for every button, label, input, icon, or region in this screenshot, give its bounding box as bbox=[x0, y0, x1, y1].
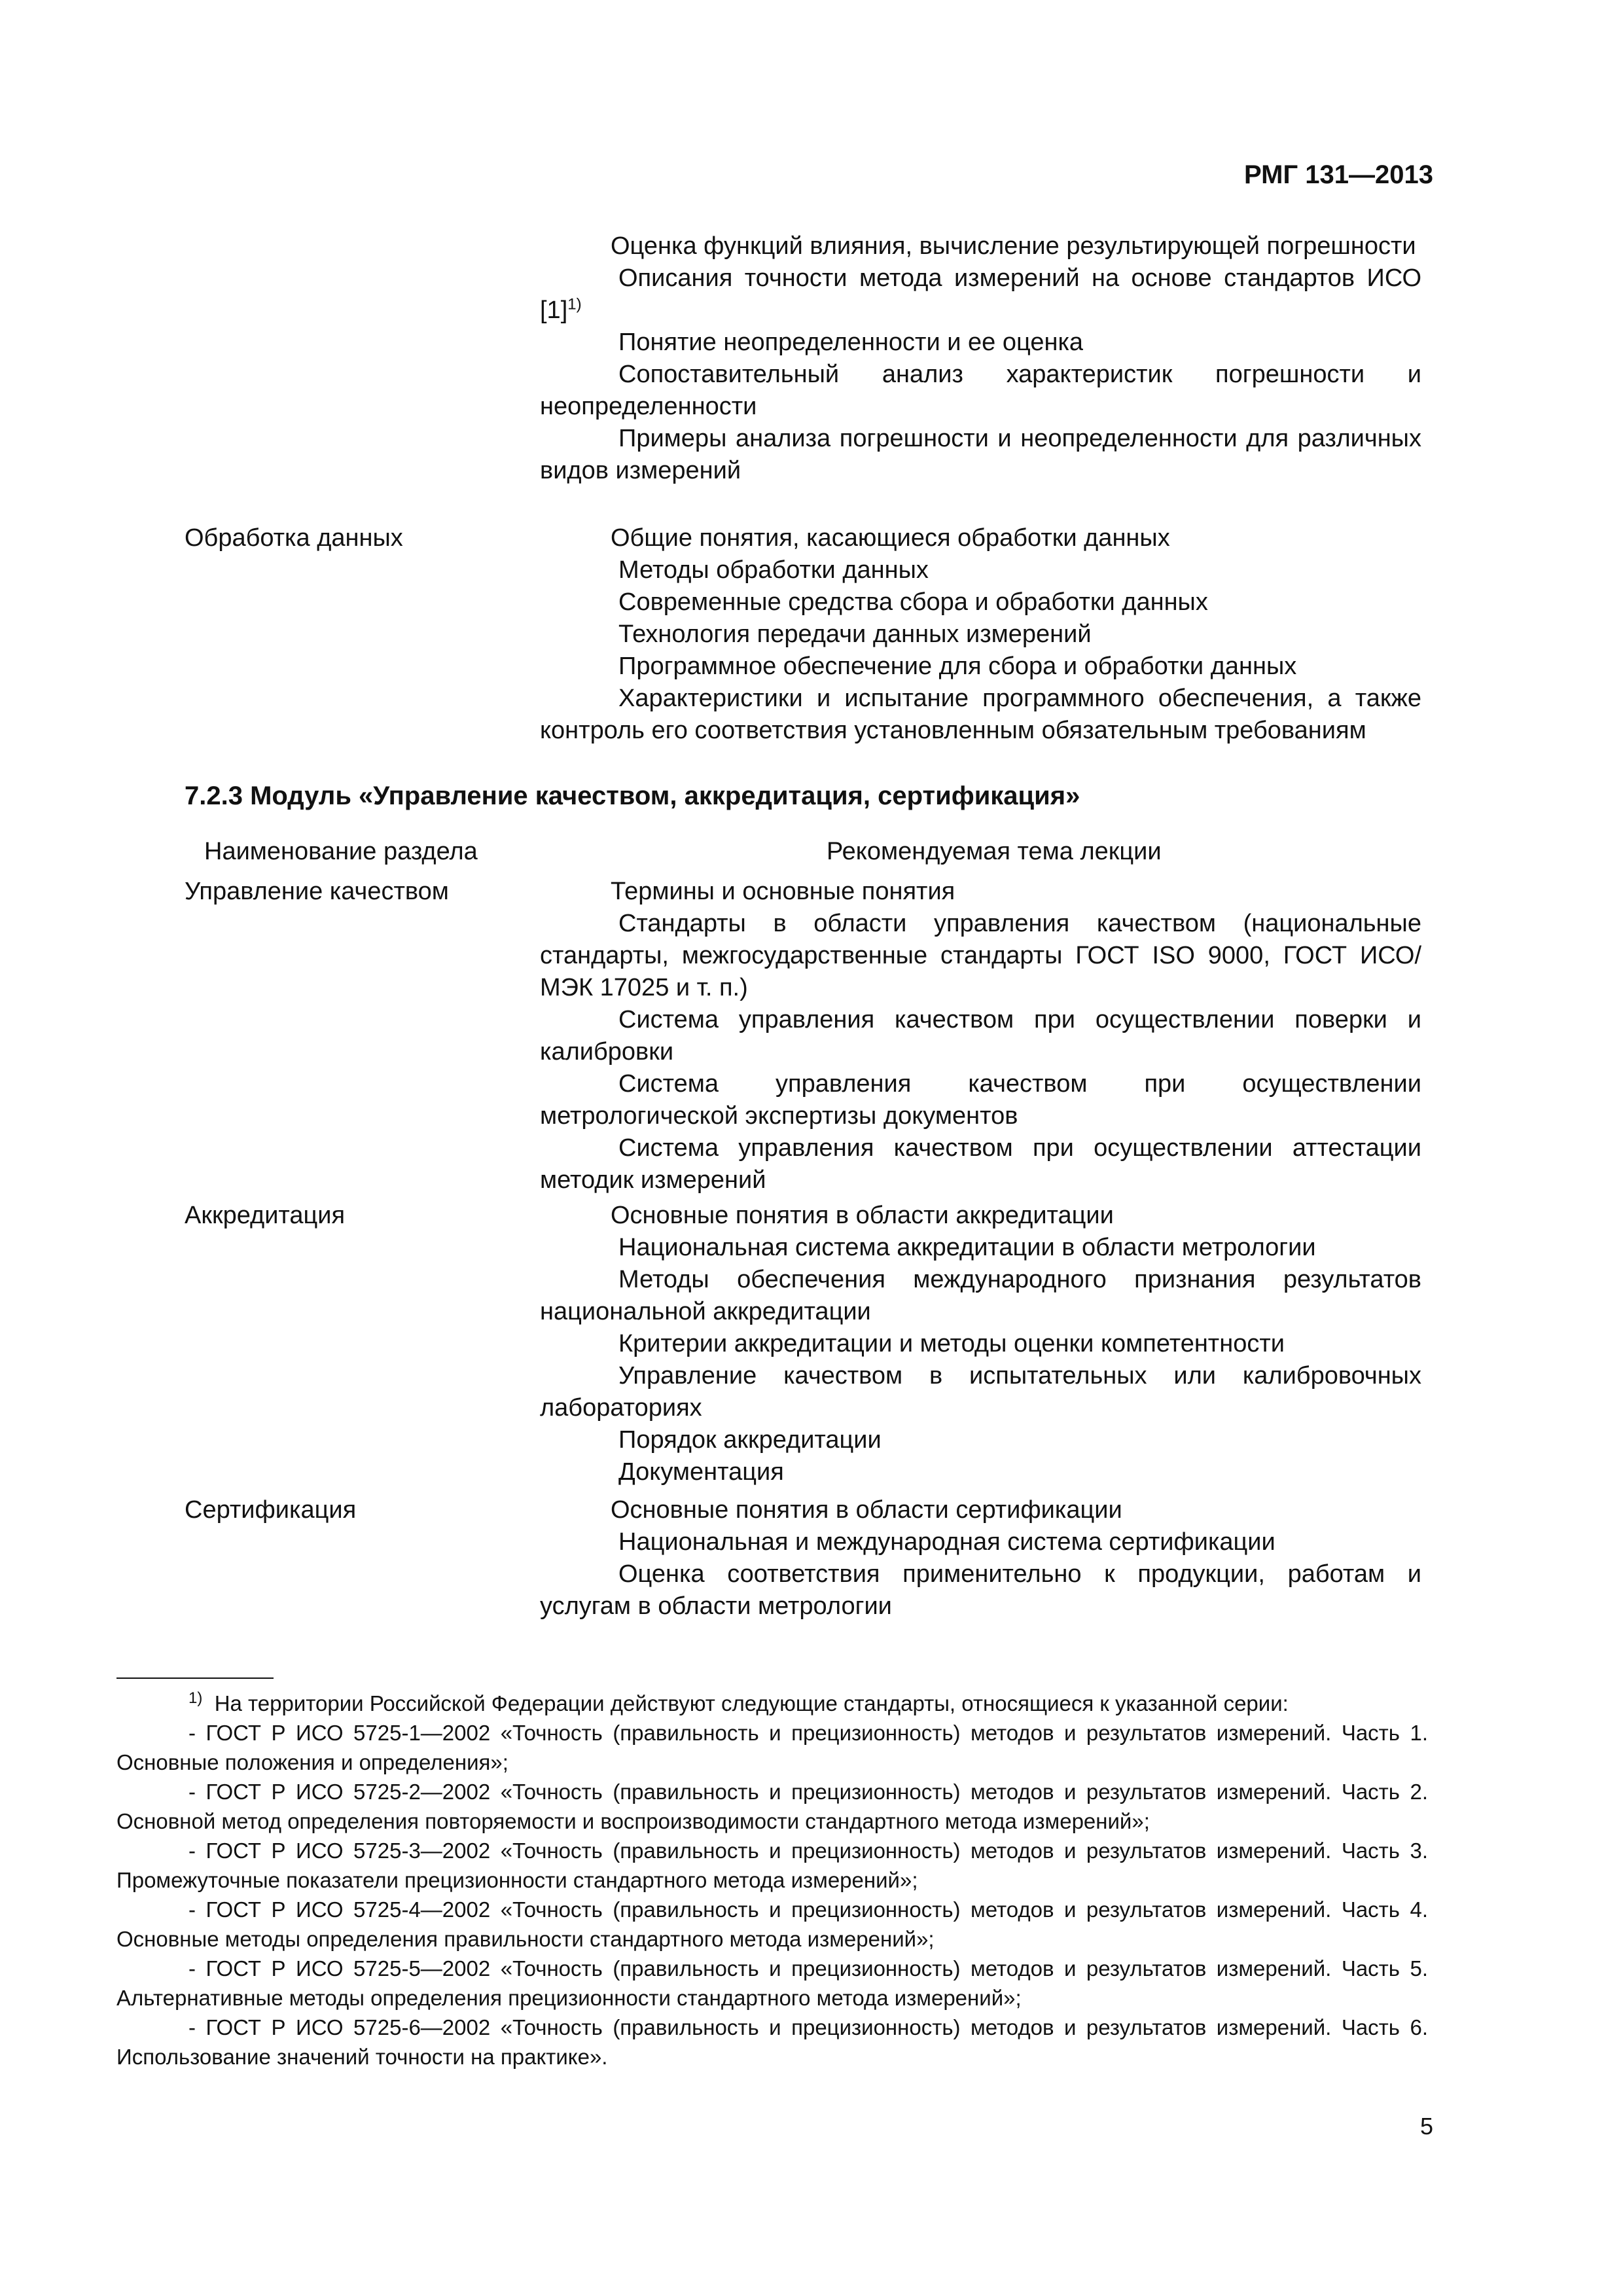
topic-list bbox=[540, 1200, 1421, 1488]
section-name: Аккредитация bbox=[185, 1202, 346, 1229]
topic-item: Характеристики и испытание программного обеспечения, а также контроль его соответствия установленным обязательным требованиям bbox=[540, 685, 1421, 744]
section-accreditation bbox=[185, 1200, 1428, 1488]
module-heading: 7.2.3 Модуль «Управление качеством, аккредитация, сертификация» bbox=[185, 781, 1080, 810]
section-name: Обработка данных bbox=[185, 524, 403, 552]
topic-item: Термины и основные понятия bbox=[611, 878, 955, 905]
topic-item: Основные понятия в области сертификации bbox=[611, 1496, 1122, 1524]
topic-item: Сопоставительный анализ характеристик погрешности и неопределенности bbox=[540, 361, 1421, 420]
topic-item: Критерии аккредитации и методы оценки компетентности bbox=[618, 1330, 1285, 1357]
column-header-topic: Рекомендуемая тема лекции bbox=[827, 838, 1162, 865]
section-data-processing bbox=[185, 522, 1428, 747]
topic-item: Стандарты в области управления качеством (национальные стандарты, межгосударственные стандарты ГОСТ ISO 9000, ГОСТ ИСО/МЭК 17025 и т. п.) bbox=[540, 910, 1421, 1001]
topic-item: Современные средства сбора и обработки данных bbox=[618, 588, 1208, 616]
topic-item: Основные понятия в области аккредитации bbox=[611, 1202, 1114, 1229]
continued-topics-block bbox=[185, 230, 1428, 487]
topic-item: Оценка соответствия применительно к продукции, работам и услугам в области метрологии bbox=[540, 1560, 1421, 1620]
footnote-intro-text: На территории Российской Федерации действуют следующие стандарты, относящиеся к указанной серии: bbox=[214, 1691, 1289, 1715]
footnote-marker: 1) bbox=[567, 295, 582, 314]
topic-list bbox=[540, 522, 1421, 747]
topic-list bbox=[540, 1494, 1421, 1623]
document-header: РМГ 131—2013 bbox=[1244, 160, 1433, 189]
topic-text: Описания точности метода измерений на основе стандартов ИСО [1] bbox=[540, 264, 1421, 324]
column-header-section: Наименование раздела bbox=[204, 838, 478, 865]
topic-item: Порядок аккредитации bbox=[618, 1426, 882, 1454]
topic-list bbox=[540, 230, 1421, 487]
footnote-item: - ГОСТ Р ИСО 5725-4—2002 «Точность (правильность и прецизионность) методов и результатов измерений. Часть 4. Основные методы определения правильности стандартного метода измерений»; bbox=[116, 1897, 1428, 1951]
topic-item: Национальная и международная система сертификации bbox=[618, 1528, 1275, 1556]
section-certification bbox=[185, 1494, 1428, 1623]
topic-item: Примеры анализа погрешности и неопределенности для различных видов измерений bbox=[540, 425, 1421, 484]
topic-item: Система управления качеством при осуществлении поверки и калибровки bbox=[540, 1006, 1421, 1066]
topic-item: Технология передачи данных измерений bbox=[618, 620, 1092, 648]
section-name: Сертификация bbox=[185, 1496, 357, 1524]
topic-item: Оценка функций влияния, вычисление результирующей погрешности bbox=[611, 232, 1416, 260]
topic-item: Программное обеспечение для сбора и обработки данных bbox=[618, 653, 1297, 680]
footnote-separator bbox=[116, 1677, 274, 1679]
footnote-intro bbox=[116, 1689, 1428, 1718]
footnote-item: - ГОСТ Р ИСО 5725-3—2002 «Точность (правильность и прецизионность) методов и результатов измерений. Часть 3. Промежуточные показатели прецизионности стандартного метода измерений»; bbox=[116, 1839, 1428, 1892]
section-name: Управление качеством bbox=[185, 878, 449, 905]
footnote-item: - ГОСТ Р ИСО 5725-1—2002 «Точность (правильность и прецизионность) методов и результатов измерений. Часть 1. Основные положения и определения»; bbox=[116, 1721, 1428, 1774]
section-quality-management bbox=[185, 876, 1428, 1196]
topic-item: Управление качеством в испытательных или калибровочных лабораториях bbox=[540, 1362, 1421, 1422]
topic-item: Понятие неопределенности и ее оценка bbox=[618, 329, 1084, 356]
topic-item: Система управления качеством при осуществлении аттестации методик измерений bbox=[540, 1134, 1421, 1194]
topic-item: Документация bbox=[618, 1458, 784, 1486]
footnote-item: - ГОСТ Р ИСО 5725-6—2002 «Точность (правильность и прецизионность) методов и результатов измерений. Часть 6. Использование значений точности на практике». bbox=[116, 2015, 1428, 2069]
topic-item bbox=[540, 262, 1421, 327]
topic-list bbox=[540, 876, 1421, 1196]
topic-item: Методы обработки данных bbox=[618, 556, 929, 584]
footnote-block bbox=[116, 1689, 1428, 2072]
footnote-item: - ГОСТ Р ИСО 5725-5—2002 «Точность (правильность и прецизионность) методов и результатов измерений. Часть 5. Альтернативные методы определения прецизионности стандартного метода измерений»; bbox=[116, 1956, 1428, 2010]
topic-item: Система управления качеством при осуществлении метрологической экспертизы документов bbox=[540, 1070, 1421, 1130]
footnote-marker: 1) bbox=[188, 1689, 203, 1707]
topic-item: Национальная система аккредитации в области метрологии bbox=[618, 1234, 1316, 1261]
footnote-item: - ГОСТ Р ИСО 5725-2—2002 «Точность (правильность и прецизионность) методов и результатов измерений. Часть 2. Основной метод определения повторяемости и воспроизводимости стандартного метода измерений»; bbox=[116, 1780, 1428, 1833]
topic-item: Общие понятия, касающиеся обработки данных bbox=[611, 524, 1170, 552]
topic-item: Методы обеспечения международного признания результатов национальной аккредитации bbox=[540, 1266, 1421, 1325]
page-number: 5 bbox=[1419, 2113, 1433, 2140]
